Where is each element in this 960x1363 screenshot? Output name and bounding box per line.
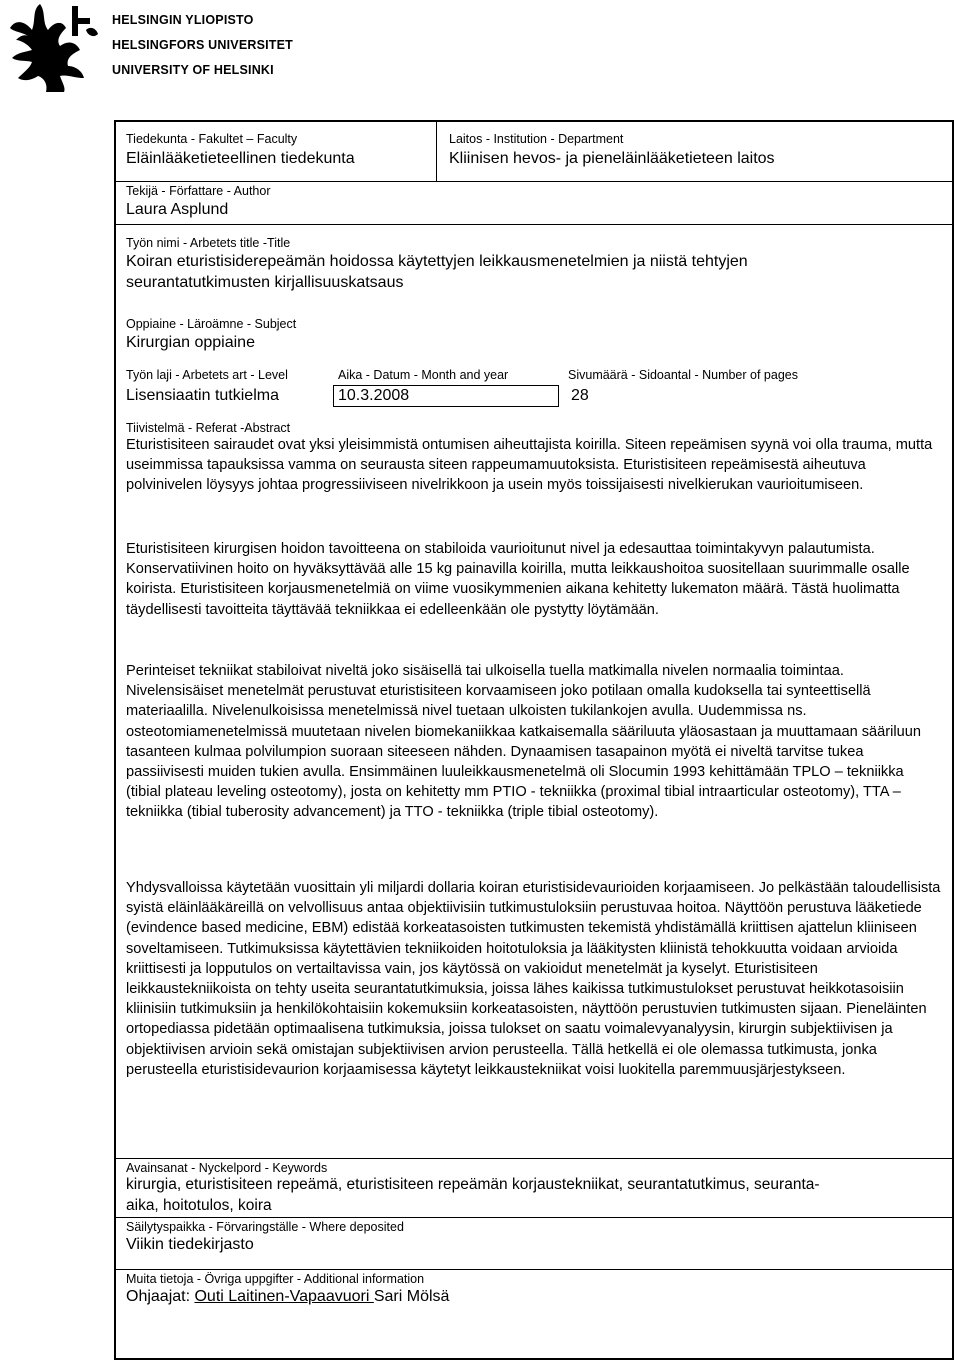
deposited-value: Viikin tiedekirjasto xyxy=(126,1236,254,1253)
supervisor-1: Outi Laitinen-Vapaavuori xyxy=(194,1288,374,1305)
subject-value: Kirurgian oppiaine xyxy=(126,334,255,351)
author-label: Tekijä - Författare - Author xyxy=(126,184,271,198)
pages-label: Sivumäärä - Sidoantal - Number of pages xyxy=(568,368,798,382)
author-value: Laura Asplund xyxy=(126,201,229,218)
university-logo xyxy=(2,0,102,92)
department-label: Laitos - Institution - Department xyxy=(449,132,624,146)
supervisors-prefix: Ohjaajat: xyxy=(126,1288,195,1305)
pages-value: 28 xyxy=(571,387,589,404)
department-value: Kliinisen hevos- ja pieneläinlääketieteen laitos xyxy=(449,150,775,167)
university-name-fi: HELSINGIN YLIOPISTO xyxy=(112,13,254,27)
abstract-paragraph-3: Perinteiset tekniikat stabiloivat niveltä joko sisäisellä tai ulkoisella tuella matkimalla nivelen normaalia toimintaa. Nivelensisäiset menetelmät perustuvat eturistisiteen korvaamiseen joko potilaan omalla kudoksella tai synteettisellä materiaalilla. Nivelenulkoisissa menetelmissä nivel tuetaan ulkoisten tukilankojen avulla. Uudemmissa ns. osteotomiamenetelmissä muutetaan nivelen biomekaniikkaa katkaisemalla sääriluuta yläosastaan ja muuttamaan sääriluun tasanteen kulmaa polvilumpion suoraan siteeseen nähden. Dynaamisen tasapainon myötä ei niveltä tarvitse tukea passiivisesti muiden tukien avulla. Ensimmäinen luuleikkausmenetelmä oli Slocumin 1993 kehittämään TPLO – tekniikka (tibial plateau leveling osteotomy), josta on kehitetty mm PTIO - tekniikka (proximal tibial intraarticular osteotomy), TTA – tekniikka (tibial tuberosity advancement) ja TTO - tekniikka (triple tibial osteotomy). xyxy=(126,663,921,821)
level-value: Lisensiaatin tutkielma xyxy=(126,387,279,404)
subject-label: Oppiaine - Läroämne - Subject xyxy=(126,317,297,331)
title-label: Työn nimi - Arbetets title -Title xyxy=(126,236,291,250)
keywords-line-2: aika, hoitotulos, koira xyxy=(126,1197,272,1214)
additional-value xyxy=(126,1288,449,1306)
abstract-paragraph-2: Eturistisiteen kirurgisen hoidon tavoitteena on stabiloida vaurioitunut nivel ja edesauttaa toimintakyvyn palautumista. Konservatiivinen hoito on hyväksyttävää alle 15 kg painavilla koirilla, mutta leikkaushoitoa suositellaan suurimmalle osalle koirista. Eturistisiteen korjausmenetelmiä on viime vuosikymmenien aikana kehitetty lukematon määrä. Tästä huolimatta täydellisesti tavoitteita täyttävää tekniikkaa ei edelleenkään ole pystytty löytämään. xyxy=(126,541,910,618)
supervisor-2: Sari Mölsä xyxy=(373,1288,450,1305)
faculty-label: Tiedekunta - Fakultet – Faculty xyxy=(126,132,298,146)
title-line-2: seurantatutkimusten kirjallisuuskatsaus xyxy=(126,274,404,291)
divider xyxy=(116,1217,952,1218)
level-label: Työn laji - Arbetets art - Level xyxy=(126,368,288,382)
abstract-form xyxy=(114,120,954,1360)
divider xyxy=(116,224,952,225)
abstract-paragraph-1: Eturistisiteen sairaudet ovat yksi yleisimmistä ontumisen aiheuttajista koirilla. Siteen repeämisen syynä voi olla trauma, mutta useimmissa tapauksissa vamma on seurausta siteen rappeumamuutoksista. Eturistisiteen repeämisestä aiheutuva polvinivelen löysyys johtaa progressiiviseen nivelrikkoon ja usein myös toissijaisesti nivelkierukan vaurioitumiseen. xyxy=(126,437,933,494)
title-line-1: Koiran eturistisiderepeämän hoidossa käytettyjen leikkausmenetelmien ja niistä tehtyjen xyxy=(126,253,748,270)
divider xyxy=(116,1158,952,1159)
keywords-label: Avainsanat - Nyckelpord - Keywords xyxy=(126,1161,328,1175)
faculty-value: Eläinlääketieteellinen tiedekunta xyxy=(126,150,355,167)
date-value: 10.3.2008 xyxy=(338,387,410,404)
date-label: Aika - Datum - Month and year xyxy=(338,368,509,382)
abstract-paragraph-4: Yhdysvalloissa käytetään vuosittain yli miljardi dollaria koiran eturistisidevaurioiden korjaamiseen. Jo pelkästään taloudellisista syistä eläinlääkäreillä on velvollisuus antaa objektiivisiin tutkimustuloksiin perustuvaa hoitoa. Näyttöön perustuva lääketiede (evindence based medicine, EBM) edistää korkeatasoisten tutkimusten tekemistä yhdistämällä kriittisen ajattelun kliiniseen soveltamiseen. Tutkimuksissa käytettävien tekniikoiden hoitotuloksia ja lääkitysten kliinistä tehokkuutta voidaan arvioida kriittisesti ja lopputulos on vertailtavissa vain, jos käytössä on vakioidut menetelmät ja kyselyt. Eturistisiteen leikkaustekniikoista on tehty useita seurantatutkimuksia, joissa lähes kaikissa tutkimustulokset perustuvat heikkotasoisiin kliinisiin tutkimuksiin ja henkilökohtaisiin kokemuksiin korkeatasoisten, näyttöön perustuvien tutkimusten sijaan. Pieneläinten ortopediassa pidetään optimaalisena tutkimuksia, joissa tulokset on saatu voimalevyanalyysin, kirurgin subjektiivisen ja objektiivisen arvioin sekä omistajan subjektiivisen arvion perusteella. Tällä hetkellä ei ole olemassa tutkimusta, jonka perusteella eturistisidevaurion korjaamisessa käytetyt leikkaustekniikat voisi luokitella paremmuusjärjestykseen. xyxy=(126,880,941,1078)
keywords-line-1: kirurgia, eturistisiteen repeämä, eturistisiteen repeämän korjaustekniikat, seurantatutkimus, seuranta- xyxy=(126,1176,820,1193)
university-name-sv: HELSINGFORS UNIVERSITET xyxy=(112,38,294,52)
divider xyxy=(116,1269,952,1270)
divider xyxy=(116,181,952,182)
divider xyxy=(436,122,437,182)
abstract-label: Tiivistelmä - Referat -Abstract xyxy=(126,421,291,435)
deposited-label: Säilytyspaikka - Förvaringställe - Where deposited xyxy=(126,1220,404,1234)
university-name-en: UNIVERSITY OF HELSINKI xyxy=(112,63,274,77)
additional-label: Muita tietoja - Övriga uppgifter - Additional information xyxy=(126,1272,425,1286)
